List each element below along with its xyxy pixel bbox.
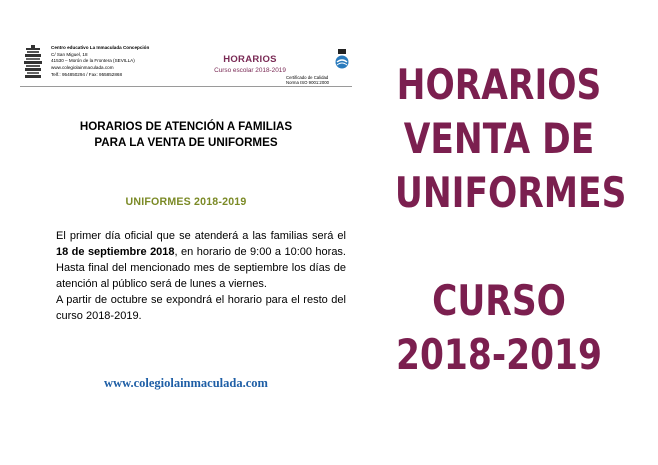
headline-line: VENTA DE: [403, 114, 595, 163]
school-web: www.colegiolainmaculada.com: [51, 65, 114, 71]
document-title-line: HORARIOS DE ATENCIÓN A FAMILIAS: [79, 120, 293, 133]
quality-line: Certificado de Calidad: [286, 75, 329, 80]
school-crest-icon: [24, 45, 42, 79]
paragraph-october: A partir de octubre se expondrá el horario para el resto del curso 2018-2019.: [56, 294, 346, 322]
school-city: 41530 – Morón de la Frontera (SEVILLA): [51, 58, 135, 64]
document-title-line: PARA LA VENTA DE UNIFORMES: [94, 136, 278, 149]
school-phone: Telf.: 954850294 / Fax: 955852868: [51, 71, 123, 77]
letterhead-heading: [200, 54, 300, 74]
letterhead-subtitle: Curso escolar 2018-2019: [214, 67, 286, 74]
quality-text: [286, 75, 329, 86]
paragraph-text: El primer día oficial que se atenderá a las familias será el: [56, 230, 346, 242]
paragraph-schedule: [56, 228, 346, 292]
quality-logo-icon: [334, 49, 350, 71]
quality-line: Norma ISO 9001:2000: [286, 80, 329, 86]
website-link[interactable]: www.colegiolainmaculada.com: [104, 376, 268, 390]
headline-line: CURSO: [432, 276, 566, 325]
headline-line: UNIFORMES: [394, 168, 627, 217]
headline-spacer: [395, 220, 603, 274]
section-title: UNIFORMES 2018-2019: [125, 196, 247, 208]
headline-line: 2018-2019: [395, 330, 602, 379]
paragraph-text: , en horario de 9:00 a 10:00 horas. Hasta final del mencionado mes de septiembre los días de atención al público será de lunes a viernes.: [56, 246, 346, 290]
letterhead-title: HORARIOS: [223, 54, 277, 65]
start-date: 18 de septiembre 2018: [56, 246, 175, 258]
school-name: Centro educativo La Inmaculada Concepción: [51, 45, 150, 50]
headline: [394, 58, 627, 382]
letterhead: [20, 40, 352, 87]
quality-certificate: [286, 49, 352, 86]
school-address: [51, 45, 149, 79]
school-street: C/ San Miguel, 18: [51, 51, 88, 57]
document-body: [56, 228, 346, 324]
headline-line: HORARIOS: [396, 60, 602, 109]
document-title: [20, 119, 352, 151]
